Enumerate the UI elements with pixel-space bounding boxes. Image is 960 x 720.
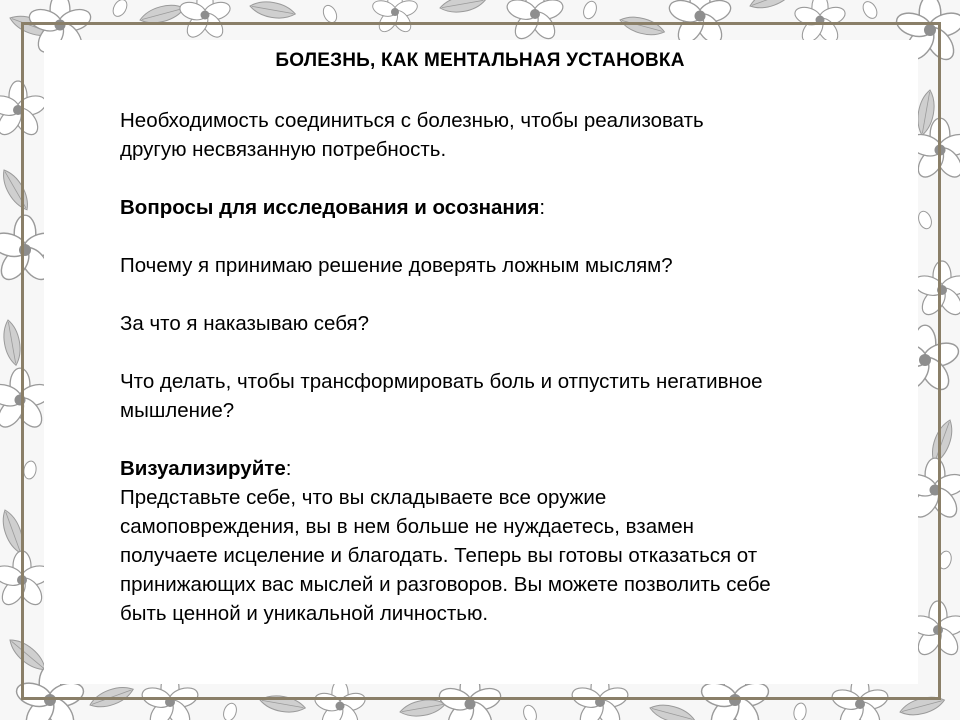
visualize-line: Представьте себе, что вы складываете все оружие (120, 486, 607, 509)
questions-heading-colon: : (539, 196, 546, 219)
questions-heading-line (120, 193, 890, 222)
question-3-line-2: мышление? (120, 399, 235, 422)
visualize-line: принижающих вас мыслей и разговоров. Вы можете позволить себе (120, 573, 771, 596)
page-title: БОЛЕЗНЬ, КАК МЕНТАЛЬНАЯ УСТАНОВКА (275, 50, 685, 71)
intro-paragraph (120, 106, 890, 164)
visualize-line: быть ценной и уникальной личностью. (120, 602, 489, 625)
visualize-heading-colon: : (285, 457, 292, 480)
questions-heading: Вопросы для исследования и осознания (120, 196, 540, 219)
question-3-line-1: Что делать, чтобы трансформировать боль и отпустить негативное (120, 370, 763, 393)
visualize-line: получаете исцеление и благодать. Теперь вы готовы отказаться от (120, 544, 758, 567)
content-body (120, 106, 890, 628)
visualize-paragraph (120, 483, 890, 628)
intro-line-1: Необходимость соединиться с болезнью, чтобы реализовать (120, 109, 704, 132)
question-2: За что я наказываю себя? (120, 312, 370, 335)
question-1: Почему я принимаю решение доверять ложным мыслям? (120, 254, 673, 277)
question-3 (120, 367, 890, 425)
visualize-heading: Визуализируйте (120, 457, 286, 480)
visualize-heading-line (120, 454, 890, 483)
visualize-line: самоповреждения, вы в нем больше не нуждаетесь, взамен (120, 515, 694, 538)
intro-line-2: другую несвязанную потребность. (120, 138, 447, 161)
